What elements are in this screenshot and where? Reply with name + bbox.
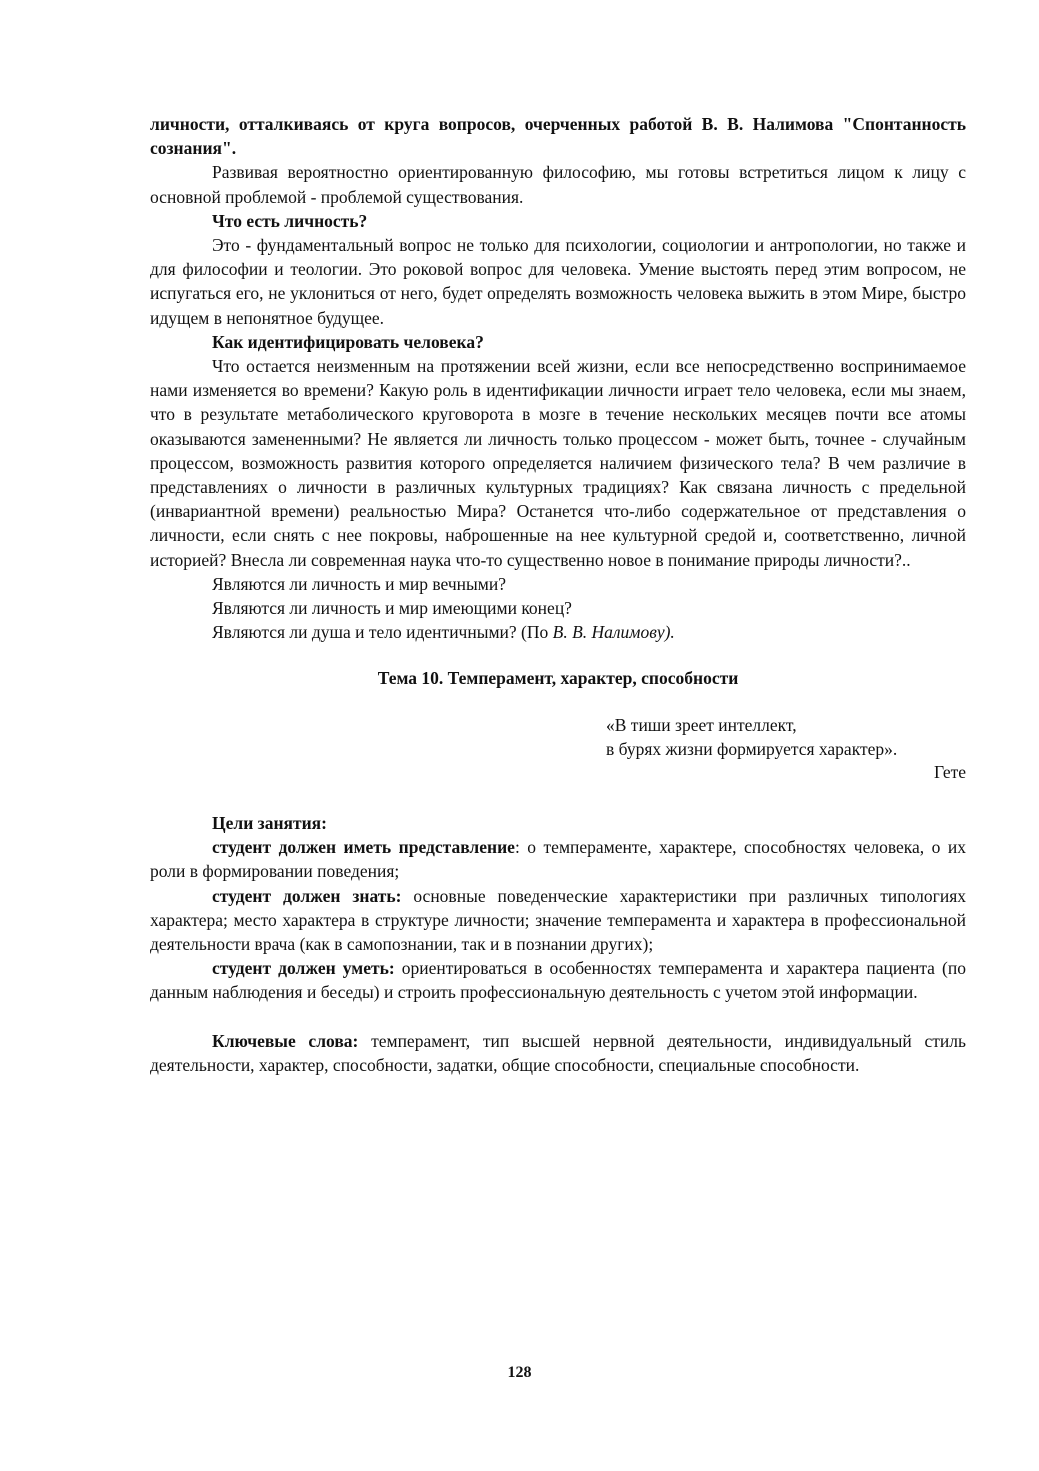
goal-item-represent — [150, 835, 966, 883]
paragraph-intro — [150, 112, 966, 160]
keywords-paragraph — [150, 1029, 966, 1077]
question-soul-body — [150, 620, 966, 644]
epigraph-line-2: в бурях жизни формируется характер». — [606, 738, 898, 759]
document-page — [150, 112, 966, 1077]
goal-item-know — [150, 884, 966, 957]
goal-label: студент должен знать: — [212, 885, 402, 906]
intro-bold-text: личности, отталкиваясь от круга вопросов, очерченных работой В. В. Налимова "Спонтанность сознания". — [150, 114, 966, 159]
paragraph-fundamental-question: Это - фундаментальный вопрос не только для психологии, социологии и антропологии, но также и для философии и теологии. Это роковой вопрос для человека. Умение выстоять перед этим вопросом, не испугаться его, не уклониться от него, будет определять возможность человека выжить в этом Мире, быстро идущем в непонятное будущее. — [150, 235, 966, 328]
goal-text: ориентироваться в особенностях темперамента и характера пациента (по данным наблюдения и беседы) и строить профессиональную деятельность с учетом этой информации. — [150, 958, 966, 1003]
paragraph-probability-philosophy: Развивая вероятностно ориентированную философию, мы готовы встретиться лицом к лицу с основной проблемой - проблемой существования. — [150, 162, 966, 207]
question-soul-body-text: Являются ли душа и тело идентичными? (По — [212, 622, 553, 643]
goal-item-be-able — [150, 956, 966, 1004]
question-end: Являются ли личность и мир имеющими конец? — [212, 598, 572, 619]
question-eternal: Являются ли личность и мир вечными? — [212, 573, 507, 594]
epigraph-author: Гете — [934, 762, 966, 783]
goal-label: студент должен уметь: — [212, 958, 395, 979]
keywords-text: темперамент, тип высшей нервной деятельности, индивидуальный стиль деятельности, характер, способности, задатки, общие способности, специальные способности. — [150, 1030, 966, 1075]
page-number: 128 — [507, 1364, 532, 1381]
epigraph — [606, 714, 966, 785]
goal-text: основные поведенческие характеристики при различных типологиях характера; место характера в структуре личности; значение темперамента и характера в профессиональной деятельности врача (как в самопознании, так и в познании других); — [150, 885, 966, 954]
goal-text: : о темпераменте, характере, способностях человека, о их роли в формировании поведения; — [150, 837, 966, 882]
citation-nalimov: В. В. Налимову). — [552, 622, 675, 643]
paragraph-identity-questions: Что остается неизменным на протяжении всей жизни, если все непосредственно воспринимаемое нами изменяется во времени? Какую роль в идентификации личности играет тело человека, если мы знаем, что в результате метаболического круговорота в мозге в течение нескольких месяцев почти все атомы оказываются замененными? Не является ли личность только процессом - может быть, точнее - случайным процессом, возможность развития которого определяется наличием физического тела? В чем различие в представлениях о личности в различных культурных традициях? Как связана личность с предельной (инвариантной времени) реальностью Мира? Останется что-либо содержательное от представления о личности, если снять с нее покровы, наброшенные на нее культурной средой и, соответственно, личной историей? Внесла ли современная наука что-то существенно новое в понимание природы личности?.. — [150, 356, 966, 570]
topic-heading: Тема 10. Темперамент, характер, способности — [377, 668, 739, 689]
goal-label: студент должен иметь представление — [212, 837, 515, 858]
question-identify-person: Как идентифицировать человека? — [212, 331, 484, 352]
keywords-label: Ключевые слова: — [212, 1030, 359, 1051]
question-what-is-personality: Что есть личность? — [212, 210, 368, 231]
epigraph-line-1: «В тиши зреет интеллект, — [606, 715, 797, 736]
goals-title: Цели занятия: — [212, 812, 327, 833]
